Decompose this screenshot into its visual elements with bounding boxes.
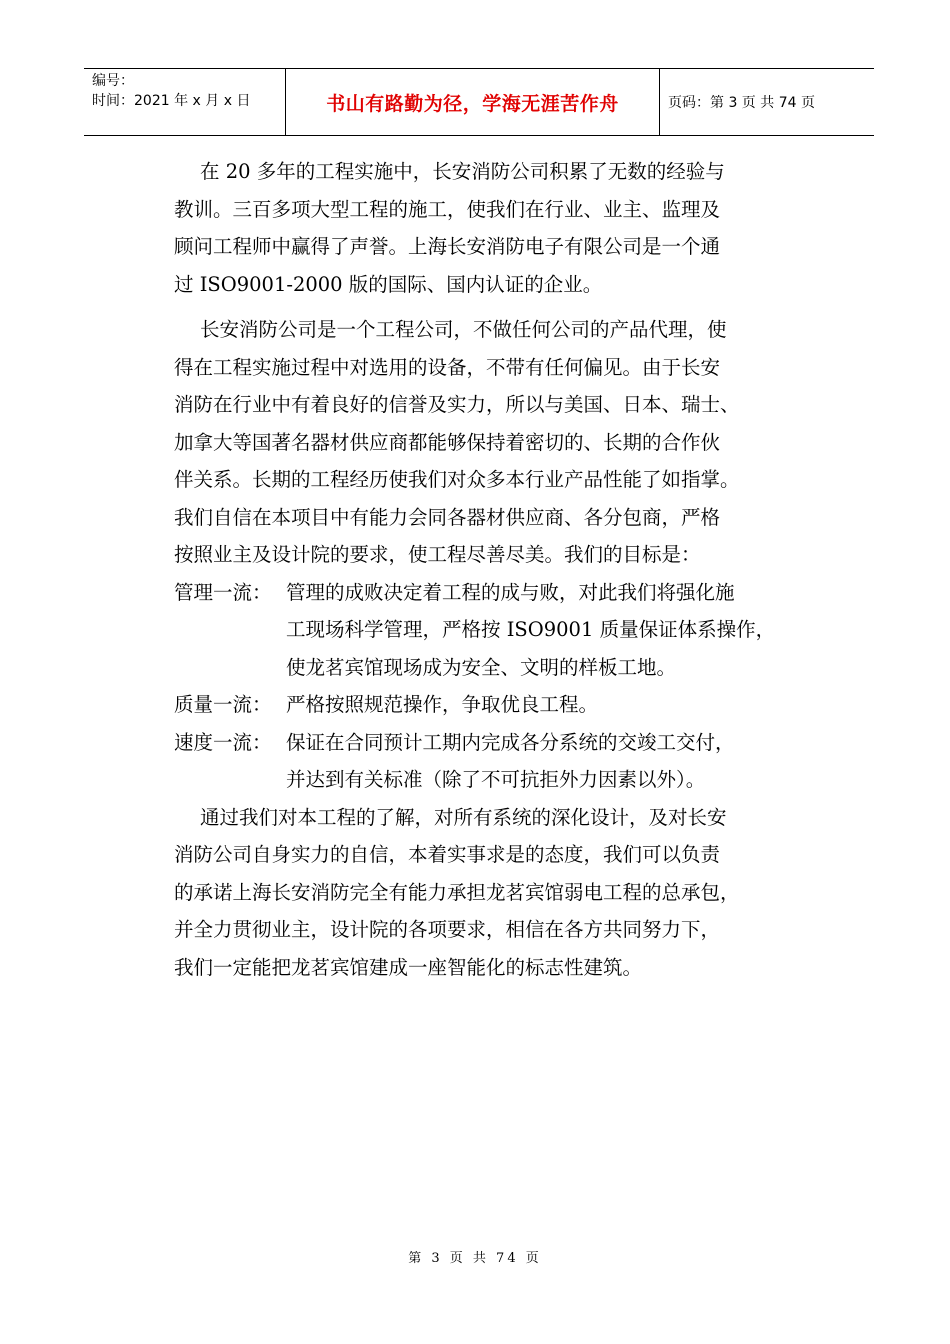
goal-text-line: 管理的成败决定着工程的成与败，对此我们将强化施 (286, 580, 735, 604)
text-line: 顾问工程师中赢得了声誉。上海长安消防电子有限公司是一个通 (174, 235, 721, 258)
goal-text-line: 并达到有关标准（除了不可抗拒外力因素以外）。 (286, 768, 706, 791)
text-line: 长安消防公司是一个工程公司，不做任何公司的产品代理，使 (200, 318, 727, 341)
page-footer: 第 3 页 共 74 页 (408, 1251, 542, 1266)
document-body (174, 153, 824, 986)
goals-list (174, 574, 824, 799)
text-line: 消防公司自身实力的自信，本着实事求是的态度，我们可以负责 (174, 843, 721, 866)
header-motto: 书山有路勤为径，学海无涯苦作舟 (326, 92, 619, 115)
text-line: 按照业主及设计院的要求，使工程尽善尽美。我们的目标是： (174, 543, 701, 566)
goal-text-line: 严格按照规范操作，争取优良工程。 (286, 693, 599, 716)
text-line: 伴关系。长期的工程经历使我们对众多本行业产品性能了如指掌。 (174, 468, 740, 491)
goal-label: 速度一流： (174, 730, 272, 754)
paragraph-commitment (174, 799, 824, 987)
text-line: 通过我们对本工程的了解，对所有系统的深化设计，及对长安 (200, 805, 727, 829)
header-number-label: 编号： (92, 73, 134, 89)
goal-management (174, 574, 824, 687)
text-line: 并全力贯彻业主，设计院的各项要求，相信在各方共同努力下， (174, 918, 721, 941)
header-time-label: 时间：2021 年 x 月 x 日 (92, 93, 251, 109)
goal-text-line: 工现场科学管理，严格按 ISO9001 质量保证体系操作， (286, 618, 776, 641)
header-divider-right (659, 69, 660, 135)
page-header (84, 68, 874, 136)
paragraph-company (174, 311, 824, 574)
paragraph-experience (174, 153, 824, 303)
goal-label: 质量一流： (174, 693, 272, 716)
text-line: 过 ISO9001-2000 版的国际、国内认证的企业。 (174, 272, 603, 296)
text-line: 我们自信在本项目中有能力会同各器材供应商、各分包商，严格 (174, 505, 721, 529)
goal-label: 管理一流： (174, 580, 272, 604)
goal-speed (174, 724, 824, 799)
text-line: 消防在行业中有着良好的信誉及实力，所以与美国、日本、瑞士、 (174, 393, 740, 416)
header-page-info: 页码：第 3 页 共 74 页 (668, 95, 815, 111)
goal-quality (174, 686, 824, 724)
text-line: 教训。三百多项大型工程的施工，使我们在行业、业主、监理及 (174, 197, 721, 221)
text-line: 我们一定能把龙茗宾馆建成一座智能化的标志性建筑。 (174, 955, 643, 979)
text-line: 加拿大等国著名器材供应商都能够保持着密切的、长期的合作伙 (174, 430, 721, 454)
text-line: 得在工程实施过程中对选用的设备，不带有任何偏见。由于长安 (174, 355, 721, 379)
header-meta (92, 71, 250, 111)
goal-text-line: 保证在合同预计工期内完成各分系统的交竣工交付， (286, 730, 735, 754)
text-line: 在 20 多年的工程实施中，长安消防公司积累了无数的经验与 (200, 160, 725, 183)
goal-text-line: 使龙茗宾馆现场成为安全、文明的样板工地。 (286, 655, 677, 679)
text-line: 的承诺上海长安消防完全有能力承担龙茗宾馆弱电工程的总承包， (174, 880, 740, 904)
